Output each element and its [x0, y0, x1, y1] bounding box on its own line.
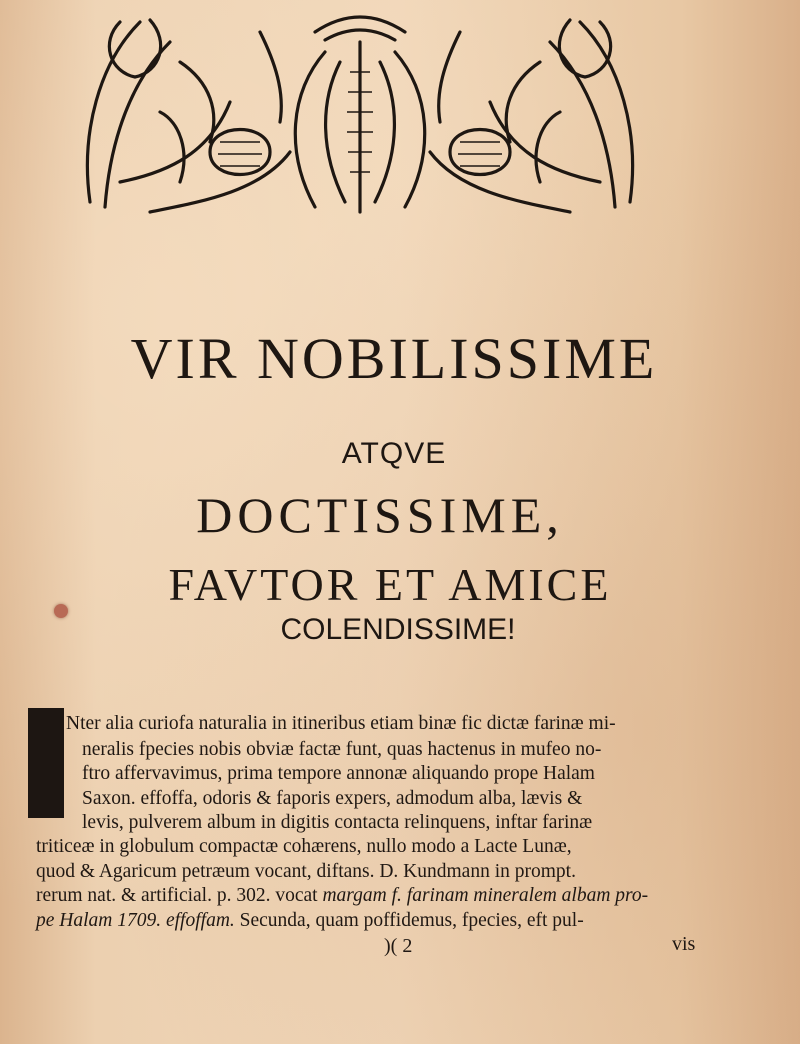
- body-line-8-roman: rerum nat. & artificial. p. 302. vocat: [36, 885, 323, 906]
- ink-spot-ornament: [54, 604, 68, 618]
- body-line-7: quod & Agaricum petræum vocant, diftans. D. Kundmann in prompt.: [36, 861, 576, 882]
- body-line-9-roman: Secunda, quam poffidemus, fpecies, eft pul-: [234, 910, 584, 931]
- title-line-4: FAVTOR ET AMICE: [168, 559, 612, 610]
- title-line-1: VIR NOBILISSIME: [130, 326, 658, 391]
- body-line-5: levis, pulverem album in digitis contacta relinquens, inftar farinæ: [82, 812, 593, 833]
- body-line-9: [36, 909, 584, 933]
- signature-mark: )( 2: [384, 935, 413, 957]
- headpiece-engraving: [60, 2, 660, 220]
- body-line-4: Saxon. effoffa, odoris & faporis expers, admodum alba, lævis &: [82, 788, 583, 809]
- ornamental-headpiece: [60, 2, 660, 220]
- body-line-6: triticeæ in globulum compactæ cohærens, nullo modo a Lacte Lunæ,: [36, 836, 572, 857]
- body-line-9-italic: pe Halam 1709. effoffam.: [36, 910, 235, 931]
- title-line-3: DOCTISSIME,: [196, 487, 564, 543]
- body-line-3: ftro affervavimus, prima tempore annonæ aliquando prope Halam: [82, 763, 595, 784]
- title-line-2: ATQVE: [341, 437, 447, 470]
- drop-cap-block: [28, 708, 64, 818]
- body-line-2: neralis fpecies nobis obviæ factæ funt, quas hactenus in mufeo no-: [82, 739, 602, 760]
- body-line-8: [36, 884, 648, 908]
- catchword: vis: [672, 933, 696, 955]
- body-line-8-italic: margam f. farinam mineralem albam pro-: [322, 885, 649, 906]
- body-line-1: Nter alia curiofa naturalia in itineribus etiam binæ fic dictæ farinæ mi-: [66, 713, 616, 734]
- title-line-5: COLENDISSIME!: [280, 613, 516, 646]
